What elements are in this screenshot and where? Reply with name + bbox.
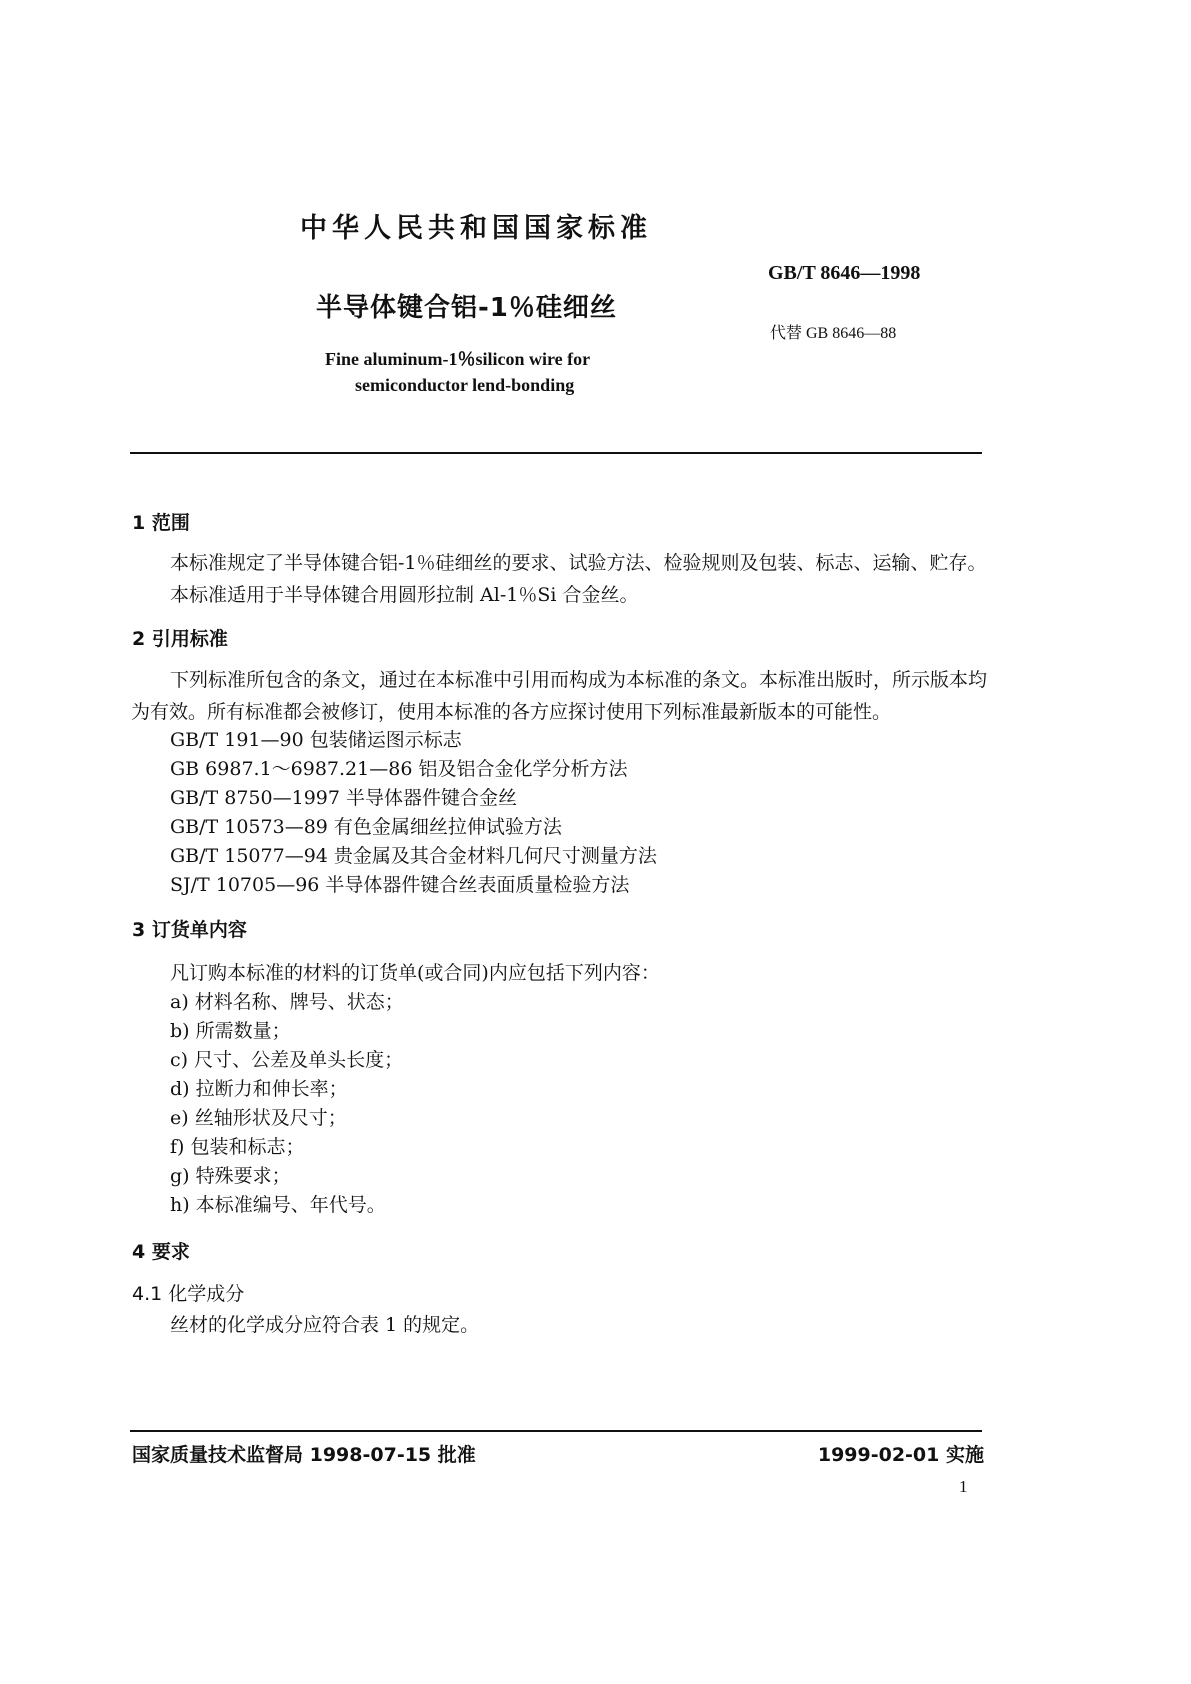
section-1-paragraph-1: 本标准规定了半导体键合铝-1％硅细丝的要求、试验方法、检验规则及包装、标志、运输、贮存。 (170, 552, 987, 574)
title-english-line1: Fine aluminum-1％silicon wire for (325, 349, 591, 369)
order-content-item: g) 特殊要求； (170, 1165, 291, 1187)
section-4-title: 4 要求 (132, 1241, 190, 1263)
reference-standard: GB/T 8750—1997 半导体器件键合金丝 (170, 787, 518, 809)
header-divider (130, 452, 982, 454)
order-content-item: b) 所需数量； (170, 1020, 291, 1042)
reference-standard: GB/T 191—90 包装储运图示标志 (170, 729, 462, 751)
order-content-item: a) 材料名称、牌号、状态； (170, 991, 404, 1013)
reference-standard: GB 6987.1～6987.21—86 铝及铝合金化学分析方法 (170, 758, 628, 780)
reference-standard: SJ/T 10705—96 半导体器件键合丝表面质量检验方法 (170, 874, 630, 896)
title-chinese: 半导体键合铝-1％硅细丝 (316, 293, 617, 323)
title-english-line2: semiconductor lend-bonding (355, 375, 575, 395)
reference-standard: GB/T 15077—94 贵金属及其合金材料几何尺寸测量方法 (170, 845, 657, 867)
subsection-4-1-text: 丝材的化学成分应符合表 1 的规定。 (170, 1314, 480, 1336)
order-content-item: d) 拉断力和伸长率； (170, 1078, 348, 1100)
reference-standard: GB/T 10573—89 有色金属细丝拉伸试验方法 (170, 816, 562, 838)
section-2-paragraph-line1: 下列标准所包含的条文，通过在本标准中引用而构成为本标准的条文。本标准出版时，所示版本均 (170, 669, 988, 691)
section-1-paragraph-2: 本标准适用于半导体键合用圆形拉制 Al-1％Si 合金丝。 (170, 584, 639, 606)
section-3-title: 3 订货单内容 (132, 919, 247, 941)
order-content-item: e) 丝轴形状及尺寸； (170, 1107, 347, 1129)
footer-divider (130, 1430, 982, 1432)
standard-code: GB/T 8646—1998 (768, 262, 921, 284)
page-number: 1 (959, 1477, 968, 1496)
section-1-title: 1 范围 (132, 512, 190, 534)
replaces-standard: 代替 GB 8646—88 (770, 325, 897, 342)
national-standard-heading: 中华人民共和国国家标准 (300, 213, 652, 244)
order-content-item: f) 包装和标志； (170, 1136, 305, 1158)
implementation-date: 1999-02-01 实施 (817, 1444, 984, 1466)
order-content-item: h) 本标准编号、年代号。 (170, 1194, 386, 1216)
section-3-intro: 凡订购本标准的材料的订货单(或合同)内应包括下列内容： (170, 962, 660, 984)
section-2-title: 2 引用标准 (132, 628, 228, 650)
section-2-paragraph-line2: 为有效。所有标准都会被修订，使用本标准的各方应探讨使用下列标准最新版本的可能性。 (131, 701, 892, 723)
subsection-4-1-title: 4.1 化学成分 (132, 1283, 245, 1305)
order-content-item: c) 尺寸、公差及单头长度； (170, 1049, 404, 1071)
approval-line: 国家质量技术监督局 1998-07-15 批准 (132, 1444, 476, 1466)
